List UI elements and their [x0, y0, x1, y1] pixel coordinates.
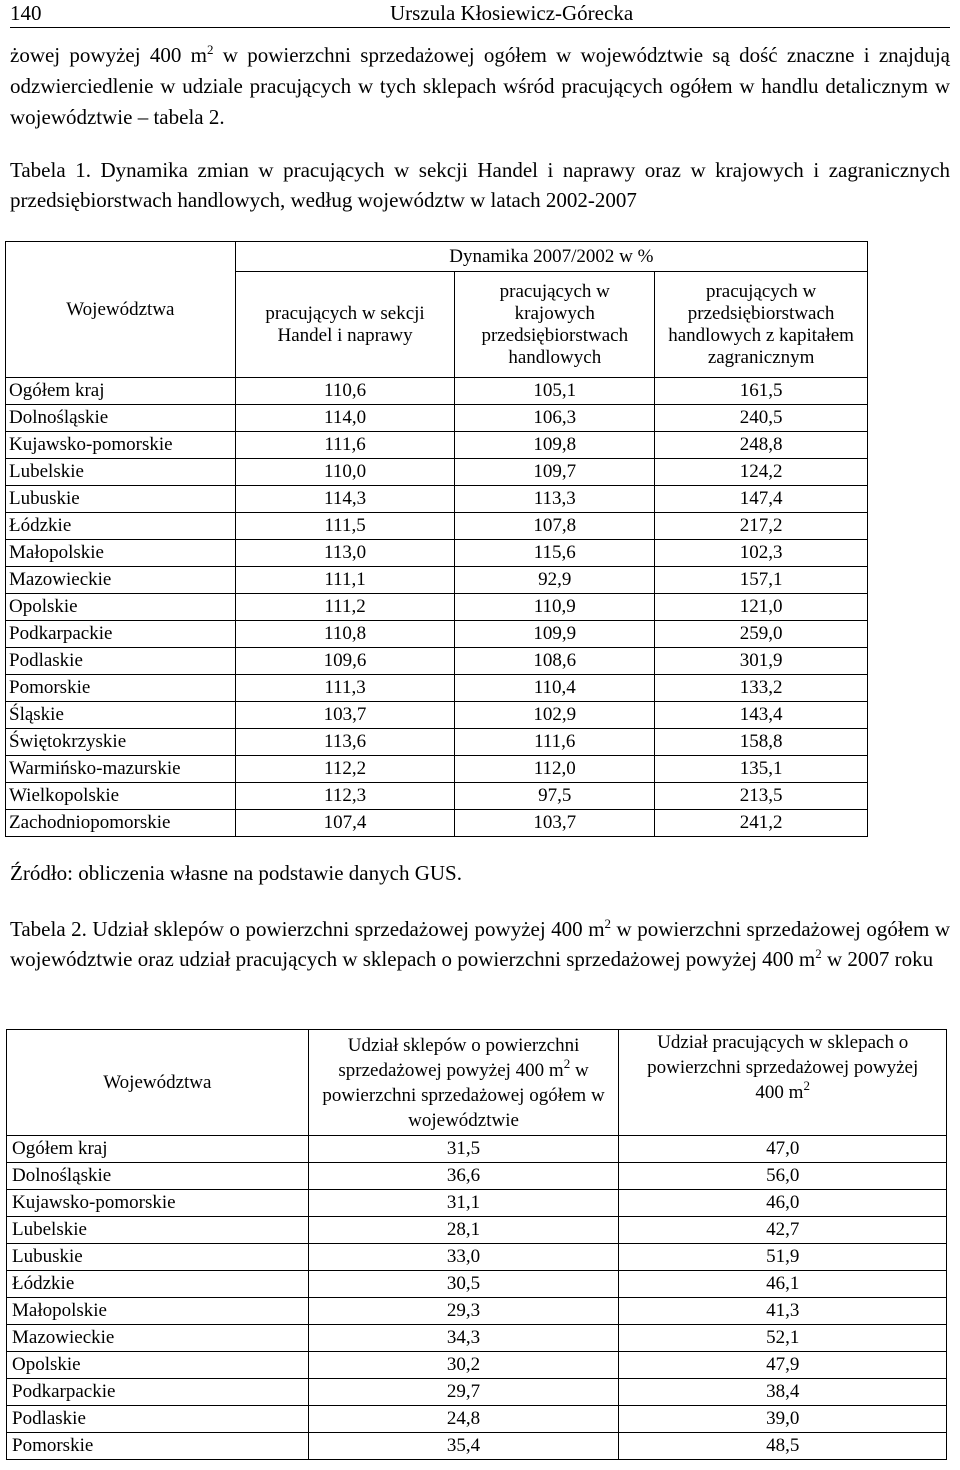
- table1-cell-value: 112,0: [455, 756, 655, 783]
- table1-cell-value: 110,8: [235, 621, 455, 648]
- table2-cell-region: Pomorskie: [7, 1433, 309, 1460]
- table1-cell-value: 121,0: [655, 594, 868, 621]
- table2-row: [7, 1163, 947, 1190]
- table1-cell-value: 111,2: [235, 594, 455, 621]
- table2-cell-value: 36,6: [308, 1163, 619, 1190]
- running-author: Urszula Kłosiewicz-Górecka: [390, 1, 634, 25]
- table1-row: [6, 405, 868, 432]
- table2-cell-value: 56,0: [619, 1163, 947, 1190]
- table1-cell-value: 110,4: [455, 675, 655, 702]
- table1-header-col1: pracujących w sekcji Handel i naprawy: [235, 272, 455, 378]
- table1-cell-region: Zachodniopomorskie: [6, 810, 236, 837]
- table1-cell-value: 259,0: [655, 621, 868, 648]
- table1-cell-value: 113,0: [235, 540, 455, 567]
- table1-row: [6, 378, 868, 405]
- table1-cell-value: 240,5: [655, 405, 868, 432]
- table2-cell-region: Lubelskie: [7, 1217, 309, 1244]
- table1-cell-value: 115,6: [455, 540, 655, 567]
- table2-row: [7, 1217, 947, 1244]
- table2-cell-value: 47,9: [619, 1352, 947, 1379]
- table2-cell-value: 24,8: [308, 1406, 619, 1433]
- table1-cell-value: 103,7: [455, 810, 655, 837]
- table1-cell-value: 108,6: [455, 648, 655, 675]
- table1-row: [6, 459, 868, 486]
- table1-row: [6, 783, 868, 810]
- table2-caption: Tabela 2. Udział sklepów o powierzchni sprzedażowej powyżej 400 $m^2$ w powierzchni sprzedażowej ogółem w województwie oraz udział pracujących w sklepach o powierzchni sprzedażowej powyżej 400 $m^2$ w 2007 roku: [10, 916, 950, 971]
- table1-cell-value: 105,1: [455, 378, 655, 405]
- table1-cell-value: 92,9: [455, 567, 655, 594]
- table1-cell-value: 107,8: [455, 513, 655, 540]
- table1-cell-value: 158,8: [655, 729, 868, 756]
- table2-header-col1: Udział sklepów o powierzchni sprzedażowej powyżej 400 $m^2$ w powierzchni sprzedażowej ogółem w województwie: [308, 1030, 619, 1136]
- table2-cell-region: Ogółem kraj: [7, 1136, 309, 1163]
- table2-row: [7, 1298, 947, 1325]
- table1-row: [6, 513, 868, 540]
- table2-cell-value: 35,4: [308, 1433, 619, 1460]
- table1-cell-value: 143,4: [655, 702, 868, 729]
- table1-cell-region: Łódzkie: [6, 513, 236, 540]
- table1-cell-value: 112,3: [235, 783, 455, 810]
- table2-cell-value: 31,1: [308, 1190, 619, 1217]
- table1-cell-value: 112,2: [235, 756, 455, 783]
- table2-cell-region: Małopolskie: [7, 1298, 309, 1325]
- table1-row: [6, 486, 868, 513]
- table2-cell-value: 29,3: [308, 1298, 619, 1325]
- table1-cell-region: Śląskie: [6, 702, 236, 729]
- table1-cell-value: 114,3: [235, 486, 455, 513]
- table1-header-col2: pracujących w krajowych przedsiębiorstwach handlowych: [455, 272, 655, 378]
- table1-cell-value: 97,5: [455, 783, 655, 810]
- table2-row: [7, 1244, 947, 1271]
- table1-cell-value: 124,2: [655, 459, 868, 486]
- table1-cell-value: 133,2: [655, 675, 868, 702]
- table2-row: [7, 1271, 947, 1298]
- table1-row: [6, 540, 868, 567]
- table1-cell-region: Lubelskie: [6, 459, 236, 486]
- table2-cell-value: 34,3: [308, 1325, 619, 1352]
- table1-cell-value: 113,6: [235, 729, 455, 756]
- table2-cell-value: 42,7: [619, 1217, 947, 1244]
- table2-cell-value: 46,0: [619, 1190, 947, 1217]
- page-header: [10, 0, 950, 28]
- table1-cell-region: Mazowieckie: [6, 567, 236, 594]
- table1-cell-value: 109,7: [455, 459, 655, 486]
- table2-row: [7, 1325, 947, 1352]
- table1: [5, 241, 868, 837]
- table2-cell-region: Podkarpackie: [7, 1379, 309, 1406]
- table1-row: [6, 702, 868, 729]
- table1-cell-value: 109,6: [235, 648, 455, 675]
- table1-cell-value: 248,8: [655, 432, 868, 459]
- table2-header-col2: Udział pracujących w sklepach o powierzchni sprzedażowej powyżej 400 $m^2$: [619, 1030, 947, 1136]
- table1-cell-region: Wielkopolskie: [6, 783, 236, 810]
- table1-cell-region: Pomorskie: [6, 675, 236, 702]
- table2-cell-region: Podlaskie: [7, 1406, 309, 1433]
- table1-row: [6, 594, 868, 621]
- table1-row: [6, 729, 868, 756]
- table2-cell-value: 39,0: [619, 1406, 947, 1433]
- table1-cell-region: Podkarpackie: [6, 621, 236, 648]
- intro-paragraph: żowej powyżej 400 $m^2$ w powierzchni sprzedażowej ogółem w województwie są dość znaczne i znajdują odzwierciedlenie w udziale pracujących w tych sklepach wśród pracujących ogółem w handlu detalicznym w województwie – tabela 2.: [10, 42, 950, 129]
- table1-cell-value: 213,5: [655, 783, 868, 810]
- table2-row: [7, 1190, 947, 1217]
- table1-cell-region: Dolnośląskie: [6, 405, 236, 432]
- table2-cell-value: 30,5: [308, 1271, 619, 1298]
- table2-cell-value: 29,7: [308, 1379, 619, 1406]
- table1-cell-value: 157,1: [655, 567, 868, 594]
- page-number: 140: [10, 1, 42, 25]
- table2-cell-value: 30,2: [308, 1352, 619, 1379]
- table1-cell-value: 110,6: [235, 378, 455, 405]
- table1-cell-value: 111,6: [235, 432, 455, 459]
- table1-cell-value: 110,9: [455, 594, 655, 621]
- table1-cell-value: 111,3: [235, 675, 455, 702]
- table2-cell-region: Dolnośląskie: [7, 1163, 309, 1190]
- table1-row: [6, 432, 868, 459]
- table2-row: [7, 1352, 947, 1379]
- table2-cell-value: 41,3: [619, 1298, 947, 1325]
- table1-cell-value: 301,9: [655, 648, 868, 675]
- table1-cell-region: Kujawsko-pomorskie: [6, 432, 236, 459]
- table1-cell-value: 135,1: [655, 756, 868, 783]
- table1-cell-value: 111,6: [455, 729, 655, 756]
- table1-cell-value: 102,3: [655, 540, 868, 567]
- table1-caption: Tabela 1. Dynamika zmian w pracujących w sekcji Handel i naprawy oraz w krajowych i zagranicznych przedsiębiorstwach handlowych, według województw w latach 2002-2007: [10, 158, 950, 212]
- table1-cell-region: Małopolskie: [6, 540, 236, 567]
- table1-cell-region: Opolskie: [6, 594, 236, 621]
- table1-cell-value: 147,4: [655, 486, 868, 513]
- table1-cell-region: Warmińsko-mazurskie: [6, 756, 236, 783]
- table2-row: [7, 1136, 947, 1163]
- table1-cell-region: Podlaskie: [6, 648, 236, 675]
- table1-row: [6, 675, 868, 702]
- table1-cell-region: Lubuskie: [6, 486, 236, 513]
- table2-cell-region: Łódzkie: [7, 1271, 309, 1298]
- table1-row: [6, 567, 868, 594]
- table1-cell-region: Świętokrzyskie: [6, 729, 236, 756]
- table1-cell-value: 109,8: [455, 432, 655, 459]
- table2-cell-value: 31,5: [308, 1136, 619, 1163]
- table1-row: [6, 648, 868, 675]
- table1-cell-value: 103,7: [235, 702, 455, 729]
- table2-row: [7, 1406, 947, 1433]
- table2: [6, 1029, 947, 1460]
- table1-cell-value: 110,0: [235, 459, 455, 486]
- table1-cell-value: 113,3: [455, 486, 655, 513]
- table1-header-group: Dynamika 2007/2002 w %: [235, 242, 867, 272]
- table1-cell-region: Ogółem kraj: [6, 378, 236, 405]
- table2-cell-value: 48,5: [619, 1433, 947, 1460]
- table1-source: Źródło: obliczenia własne na podstawie danych GUS.: [10, 861, 462, 885]
- table1-cell-value: 161,5: [655, 378, 868, 405]
- table1-cell-value: 114,0: [235, 405, 455, 432]
- table1-cell-value: 241,2: [655, 810, 868, 837]
- table1-cell-value: 111,1: [235, 567, 455, 594]
- table1-cell-value: 102,9: [455, 702, 655, 729]
- table2-header-region: Województwa: [7, 1030, 309, 1136]
- table2-cell-value: 47,0: [619, 1136, 947, 1163]
- table2-cell-value: 28,1: [308, 1217, 619, 1244]
- table2-row: [7, 1433, 947, 1460]
- table2-cell-value: 46,1: [619, 1271, 947, 1298]
- table1-header-region: Województwa: [6, 242, 236, 378]
- table1-cell-value: 217,2: [655, 513, 868, 540]
- table1-cell-value: 109,9: [455, 621, 655, 648]
- table1-header-col3: pracujących w przedsiębiorstwach handlowych z kapitałem zagranicznym: [655, 272, 868, 378]
- table2-cell-value: 52,1: [619, 1325, 947, 1352]
- table1-cell-value: 107,4: [235, 810, 455, 837]
- table1-row: [6, 756, 868, 783]
- table1-body: [6, 378, 868, 837]
- table1-row: [6, 810, 868, 837]
- table2-cell-value: 33,0: [308, 1244, 619, 1271]
- table2-row: [7, 1379, 947, 1406]
- table2-cell-region: Kujawsko-pomorskie: [7, 1190, 309, 1217]
- table1-cell-value: 111,5: [235, 513, 455, 540]
- table2-cell-region: Opolskie: [7, 1352, 309, 1379]
- table2-cell-region: Lubuskie: [7, 1244, 309, 1271]
- table2-body: [7, 1136, 947, 1460]
- table1-cell-value: 106,3: [455, 405, 655, 432]
- table2-cell-region: Mazowieckie: [7, 1325, 309, 1352]
- table1-row: [6, 621, 868, 648]
- table2-cell-value: 38,4: [619, 1379, 947, 1406]
- table2-cell-value: 51,9: [619, 1244, 947, 1271]
